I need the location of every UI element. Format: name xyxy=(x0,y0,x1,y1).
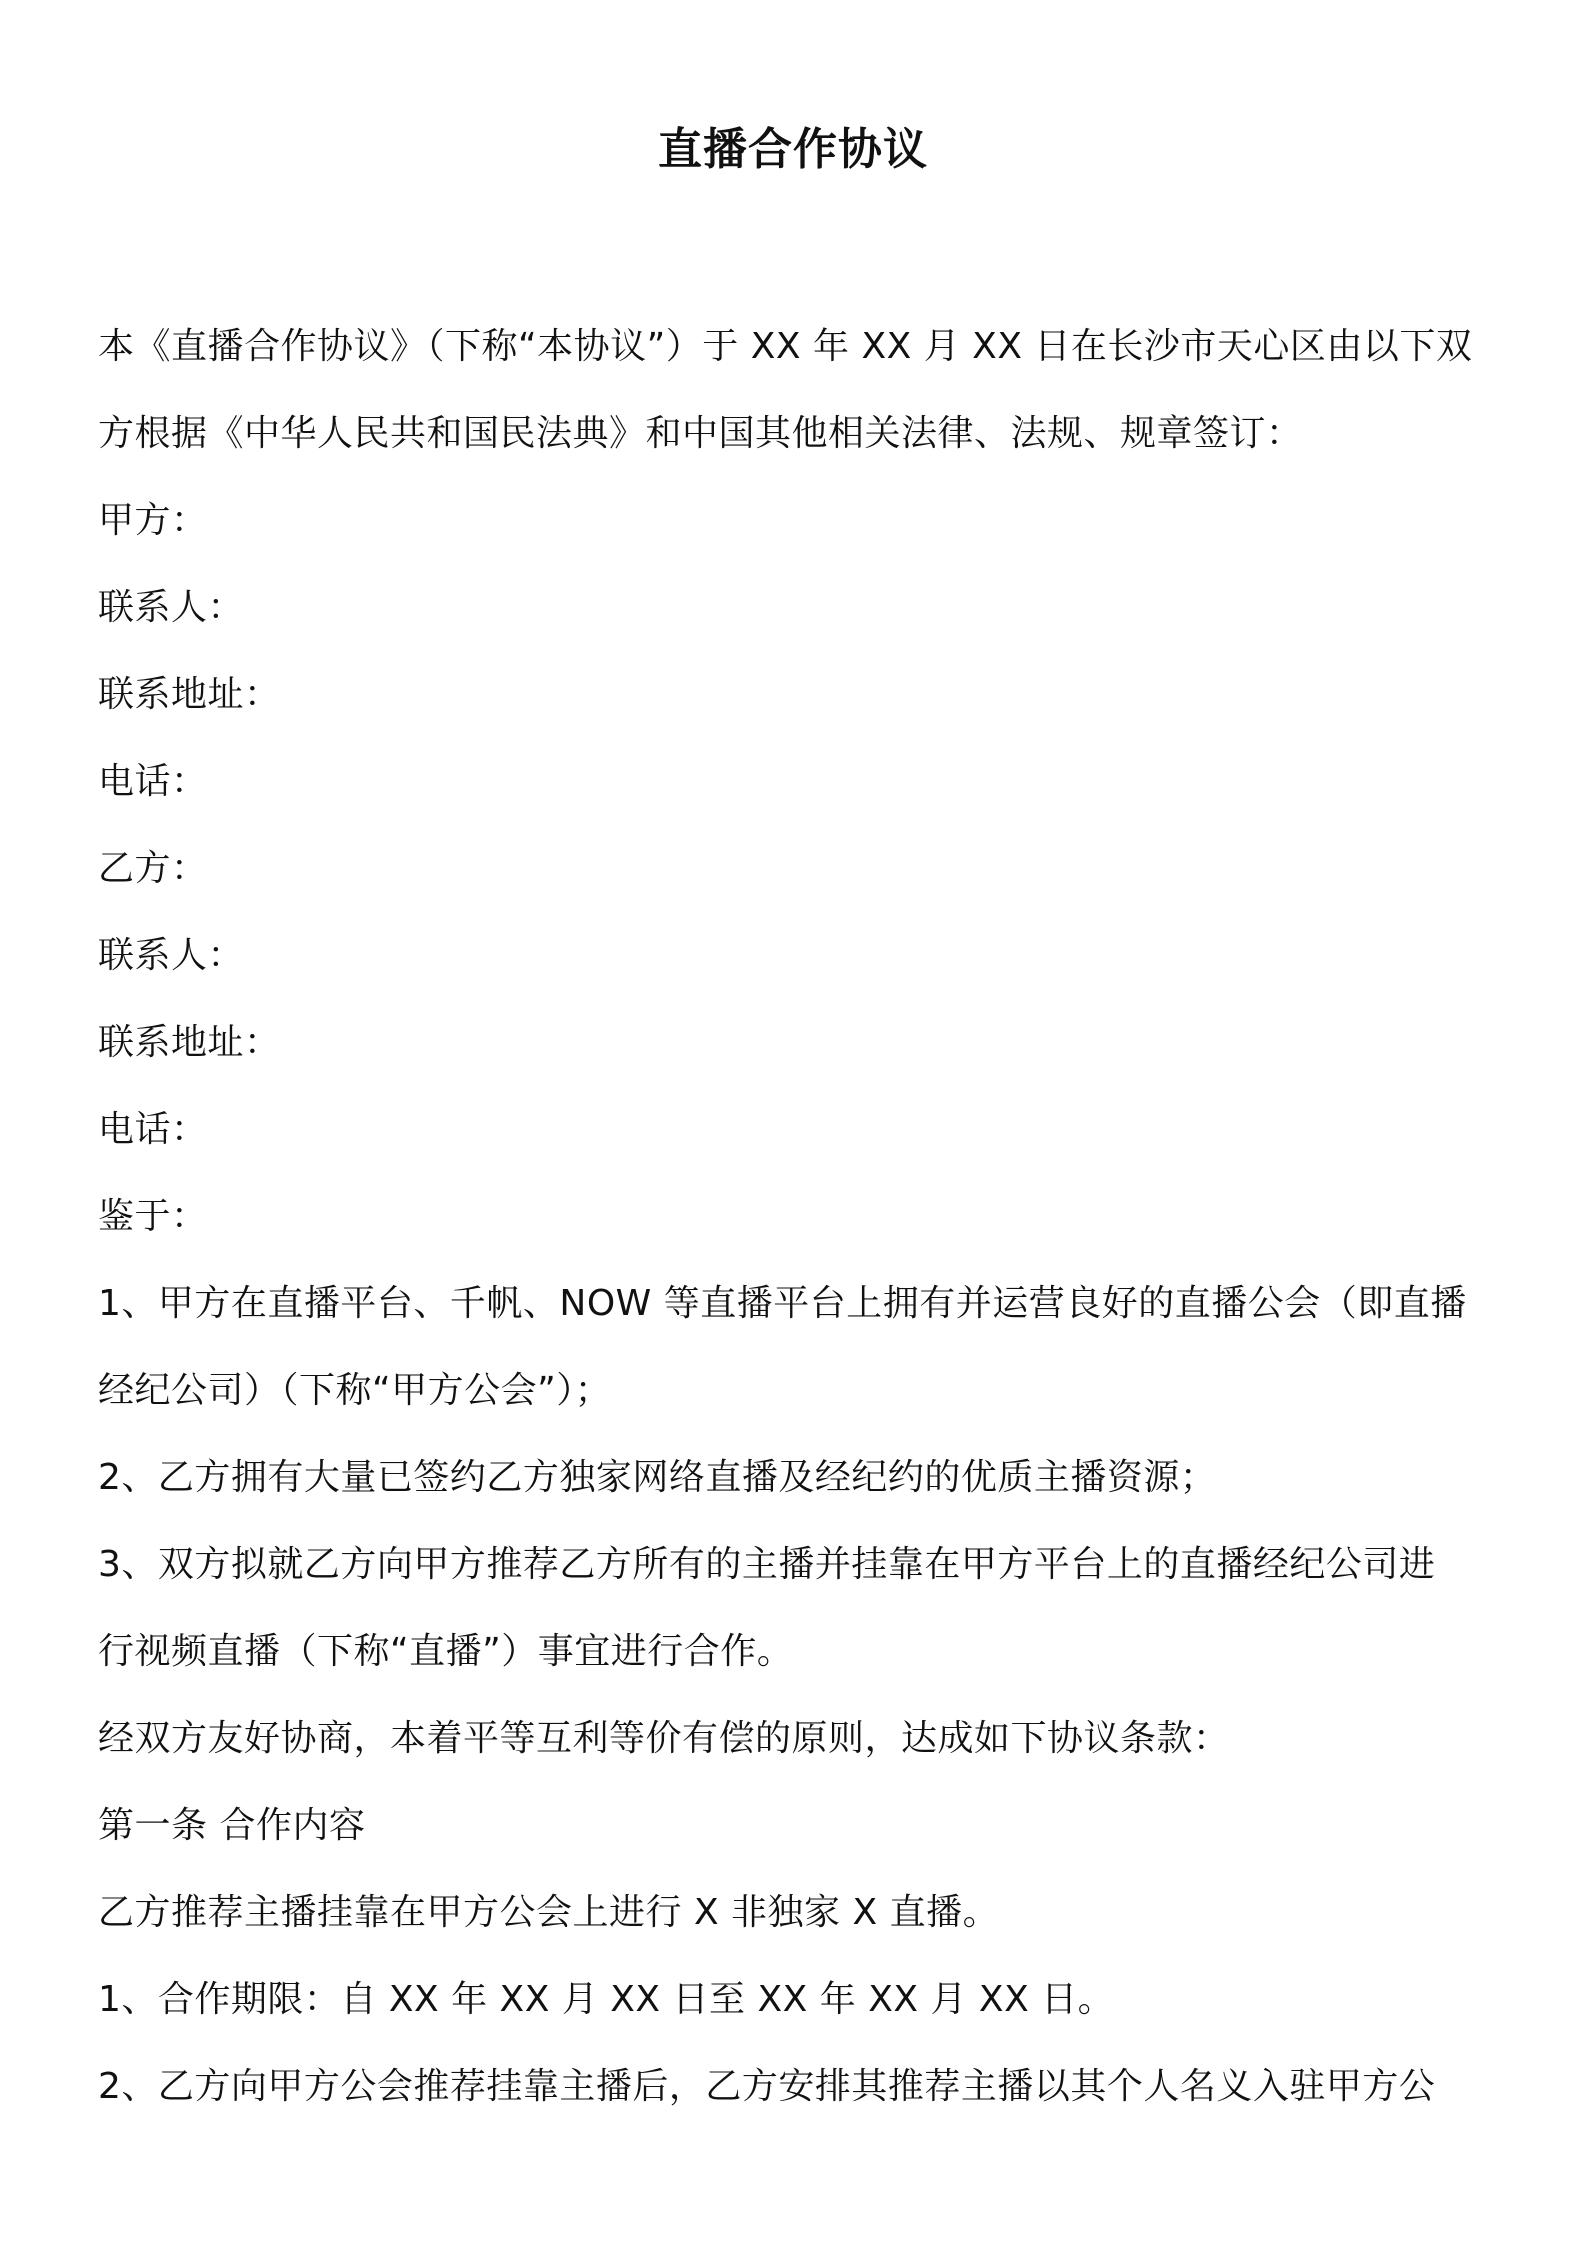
intro-line-2: 方根据《中华人民共和国民法典》和中国其他相关法律、法规、规章签订： xyxy=(98,413,1303,454)
whereas-item-3-line-1: 3、双方拟就乙方向甲方推荐乙方所有的主播并挂靠在甲方平台上的直播经纪公司进 xyxy=(98,1544,1436,1585)
article-1-clause-2: 2、乙方向甲方公会推荐挂靠主播后，乙方安排其推荐主播以其个人名义入驻甲方公 xyxy=(98,2066,1436,2107)
party-a-phone-label: 电话： xyxy=(98,761,208,802)
whereas-item-1-line-1: 1、甲方在直播平台、千帆、NOW 等直播平台上拥有并运营良好的直播公会（即直播 xyxy=(98,1283,1467,1324)
party-b-phone-label: 电话： xyxy=(98,1109,208,1150)
party-a-label: 甲方： xyxy=(98,500,208,541)
intro-line-1: 本《直播合作协议》（下称“本协议”）于 XX 年 XX 月 XX 日在长沙市天心区由以下双 xyxy=(98,326,1473,367)
whereas-heading: 鉴于： xyxy=(98,1196,208,1237)
party-b-address-label: 联系地址： xyxy=(98,1022,281,1063)
agreement-statement: 经双方友好协商，本着平等互利等价有偿的原则，达成如下协议条款： xyxy=(98,1718,1230,1759)
article-1-heading: 第一条 合作内容 xyxy=(98,1805,366,1846)
party-a-address-label: 联系地址： xyxy=(98,674,281,715)
document-title: 直播合作协议 xyxy=(658,124,928,175)
whereas-item-2: 2、乙方拥有大量已签约乙方独家网络直播及经纪约的优质主播资源； xyxy=(98,1457,1217,1498)
article-1-summary: 乙方推荐主播挂靠在甲方公会上进行 X 非独家 X 直播。 xyxy=(98,1892,1000,1933)
article-1-clause-1: 1、合作期限：自 XX 年 XX 月 XX 日至 XX 年 XX 月 XX 日。 xyxy=(98,1979,1115,2020)
party-a-contact-label: 联系人： xyxy=(98,587,245,628)
party-b-label: 乙方： xyxy=(98,848,208,889)
whereas-item-1-line-2: 经纪公司）（下称“甲方公会”）； xyxy=(98,1370,612,1411)
party-b-contact-label: 联系人： xyxy=(98,935,245,976)
whereas-item-3-line-2: 行视频直播（下称“直播”）事宜进行合作。 xyxy=(98,1631,794,1672)
document-body xyxy=(98,303,1498,2130)
